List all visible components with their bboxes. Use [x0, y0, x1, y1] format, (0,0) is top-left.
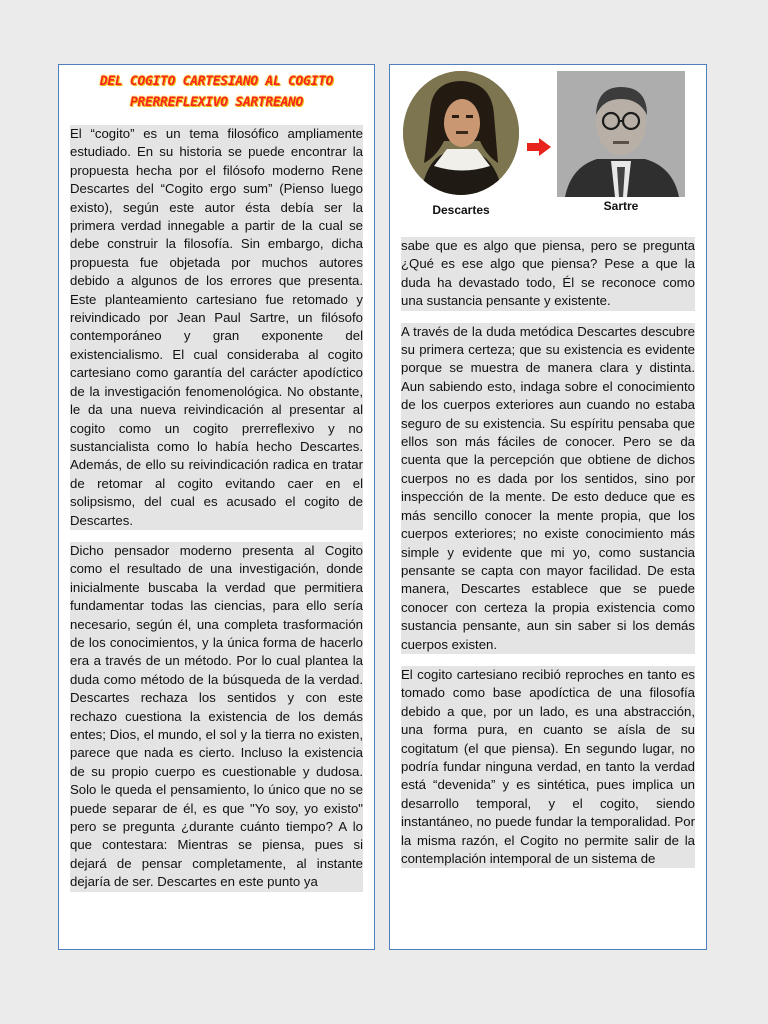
left-column — [58, 64, 375, 950]
paragraph: Dicho pensador moderno presenta al Cogito como el resultado de una investigación, donde inicialmente buscaba la verdad que permitiera fundamentar todas las ciencias, para ello sería necesario, según él, una completa trasformación de los conocimientos, y la única forma de hacerlo era a través de un método. Por lo cual plantea la duda como método de la búsqueda de la verdad. Descartes rechaza los sentidos y con este rechazo cuestiona la existencia de los demás entes; Dios, el mundo, el sol y la tierra no existen, parece que nada es cierto. Incluso la existencia de su propio cuerpo es cuestionable y dudosa. Solo le queda el pensamiento, lo único que no se puede separar de él, es que "Yo soy, yo existo" pero se pregunta ¿durante cuánto tiempo? A lo que contestara: Mientras se piensa, pues si dejará de pensar completamente, al instante dejaría de ser. Descartes en este punto ya — [70, 542, 363, 892]
sartre-portrait — [557, 71, 685, 215]
left-column-text — [70, 125, 363, 904]
descartes-portrait-image — [400, 71, 522, 199]
paragraph: El “cogito” es un tema filosófico ampliamente estudiado. En su historia se puede encontrar la propuesta hecha por el filósofo moderno Rene Descartes del “Cogito ergo sum” (Pienso luego existo), según este autor ésta debía ser la primera verdad innegable a partir de la cual se debe construir la filosofía. Sin embargo, dicha propuesta fue objetada por muchos autores debido a algunos de los errores que presenta. Este planteamiento cartesiano fue retomado y reivindicado por Jean Paul Sartre, un filósofo contemporáneo y gran exponente del existencialismo. El cual consideraba al cogito cartesiano como garantía del carácter apodíctico de la investigación fenomenológica. No obstante, le da una nueva reivindicación al presentar al cogito como un cogito prerreflexivo y no sustancialista como lo había hecho Descartes. Además, de ello su reivindicación radica en tratar de retomar al cogito evitando caer en el solipsismo, del cual es acusado el cogito de Descartes. — [70, 125, 363, 530]
right-arrow-icon — [526, 137, 552, 157]
right-column — [389, 64, 707, 950]
sartre-portrait-image — [557, 71, 685, 197]
paragraph: El cogito cartesiano recibió reproches en tanto es tomado como base apodíctica de una filosofía debido a que, por un lado, es una abstracción, una forma pura, en cuanto se aísla de su cogitatum (el que piensa). En segundo lugar, no podría fundar ninguna verdad, en tanto la verdad está “devenida” y es sintética, pues implica un desarrollo temporal, y el cogito, siendo instantáneo, no puede fundar la temporalidad. Por la misma razón, el Cogito no permite salir de la contemplación intemporal de un sistema de — [401, 666, 695, 868]
paragraph: sabe que es algo que piensa, pero se pregunta ¿Qué es ese algo que piensa? Pese a que la duda ha devastado todo, Él se reconoce como una sustancia pensante y existente. — [401, 237, 695, 311]
article-title: DEL COGITO CARTESIANO AL COGITO PRERREFLEXIVO SARTREANO — [71, 71, 362, 113]
right-column-text — [401, 237, 695, 880]
descartes-label: Descartes — [432, 203, 490, 217]
paragraph: A través de la duda metódica Descartes descubre su primera certeza; que su existencia es evidente porque se muestra de manera clara y distinta. Aun sabiendo esto, indaga sobre el conocimiento de los cuerpos exteriores aun cuando no estaba seguro de su existencia. Su espíritu pensaba que ellos son más fáciles de conocer. Pero se da cuenta que la percepción que obtiene de dichos cuerpos no es dada por los sentidos, sino por inspección de la mente. De esto deduce que es más sencillo conocer la mente propia, que los cuerpos exteriores; no existe conocimiento más simple y evidente que mi yo, como sustancia pensante se capta con mayor facilidad. De esta manera, Descartes establece que se puede conocer con certeza la propia existencia como sustancia pensante, aun sin saber si los demás cuerpos existen. — [401, 323, 695, 654]
sartre-label: Sartre — [603, 199, 639, 213]
descartes-portrait — [400, 71, 522, 219]
